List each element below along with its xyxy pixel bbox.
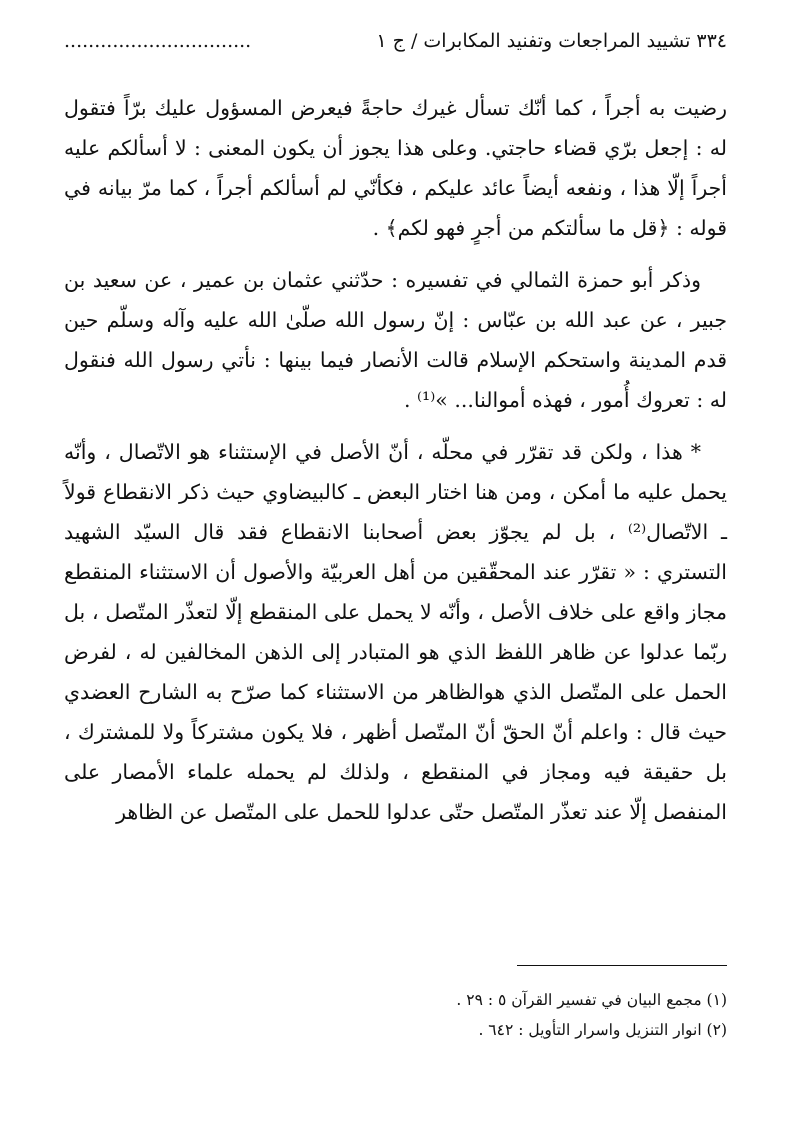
- header-title-group: [376, 30, 727, 52]
- header-title: تشييد المراجعات وتفنيد المكابرات / ج ١: [376, 30, 691, 52]
- paragraph-3: * هذا ، ولكن قد تقرّر في محلّه ، أنّ الأصل في الإستثناء هو الاتّصال ، وأنّه يحمل عليه ما أمكن ، ومن هنا اختار البعض ـ كالبيضاوي حيث ذكر الانقطاع قولاً ـ الاتّصال⁽²⁾ ، بل لم يجوّز بعض أصحابنا الانقطاع فقد قال السيّد الشهيد التستري : « تقرّر عند المحقّقين من أهل العربيّة والأصول أن الاستثناء المنقطع مجاز واقع على خلاف الأصل ، وأنّه لا يحمل على المنقطع إلّا لتعذّر المتّصل ، بل ربّما عدلوا عن ظاهر اللفظ الذي هو المتبادر إلى الذهن المخالفين له ، لفرض الحمل على المتّصل الذي هوالظاهر من الاستثناء كما صرّح به الشارح العضدي حيث قال : واعلم أنّ الحقّ أنّ المتّصل أظهر ، فلا يكون مشتركاً ولا للمشترك ، بل حقيقة فيه ومجاز في المنقطع ، ولذلك لم يحمله علماء الأمصار على المنفصل إلّا عند تعذّر المتّصل حتّى عدلوا للحمل على المتّصل عن الظاهر: [64, 440, 727, 824]
- footnote-separator: [517, 965, 727, 966]
- header-page-number: ٣٣٤: [696, 30, 727, 52]
- footnote-2: (٢) انوار التنزيل واسرار التأويل : ٦٤٢ .: [478, 1021, 727, 1039]
- footnote-1: (١) مجمع البيان في تفسير القرآن ٥ : ٢٩ .: [456, 991, 727, 1009]
- paragraph-2: وذكر أبو حمزة الثمالي في تفسيره : حدّثني عثمان بن عمير ، عن سعيد بن جبير ، عن عبد الله بن عبّاس : إنّ رسول الله صلّىٰ الله عليه وآله وسلّم حين قدم المدينة واستحكم الإسلام قالت الأنصار فيما بينها : نأتي رسول الله فنقول له : تعروك أُمور ، فهذه أموالنا... »⁽¹⁾ .: [64, 268, 727, 412]
- paragraph-1: رضيت به أجراً ، كما أنّك تسأل غيرك حاجةً فيعرض المسؤول عليك برّاً فتقول له : إجعل برّي قضاء حاجتي. وعلى هذا يجوز أن يكون المعنى : لا أسألكم عليه أجراً إلّا هذا ، ونفعه أيضاً عائد عليكم ، فكأنّي لم أسألكم أجراً ، كما مرّ بيانه في قوله : ﴿قل ما سألتكم من أجرٍ فهو لكم﴾ .: [64, 96, 727, 240]
- footnotes: [64, 985, 727, 1045]
- running-header: [64, 26, 727, 56]
- main-text: [64, 88, 727, 832]
- header-leader-dots: ...............................: [64, 30, 252, 52]
